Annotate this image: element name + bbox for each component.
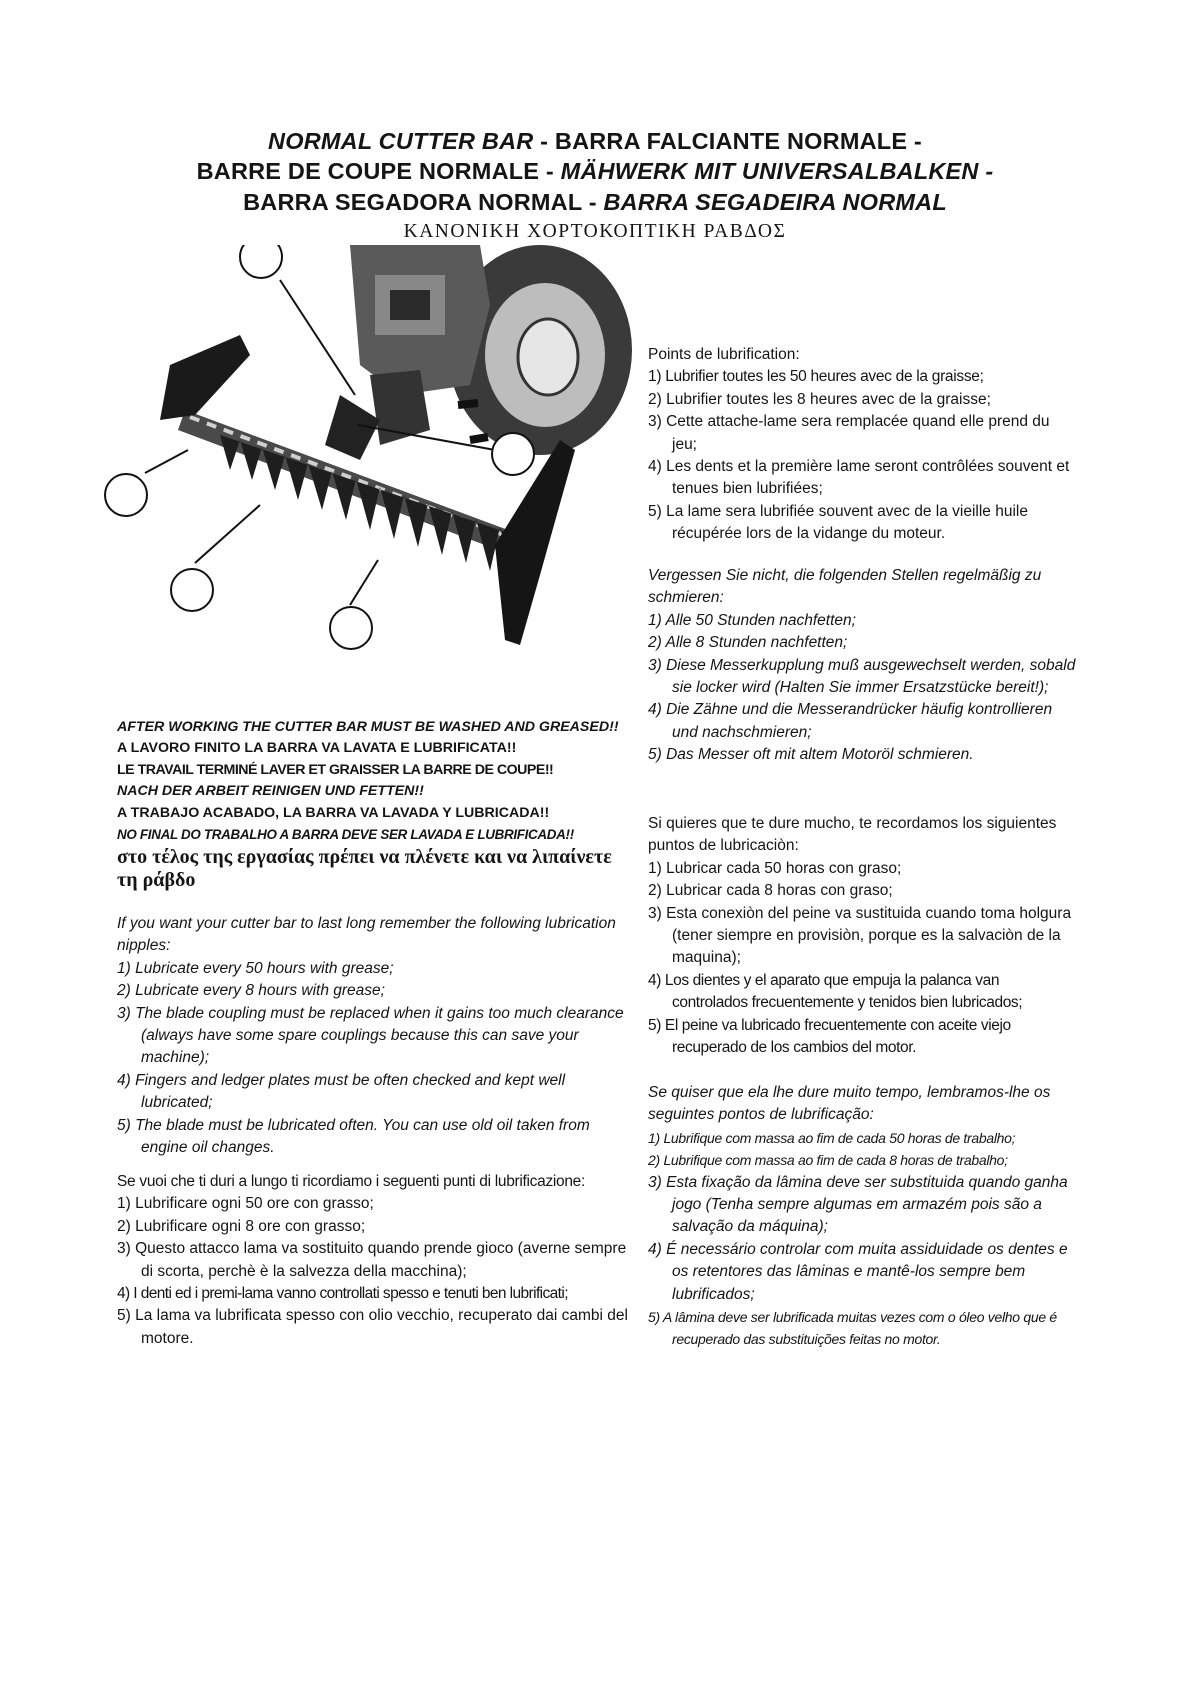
portuguese-section [648,1082,1078,1351]
english-section [117,913,631,1159]
list-item: 3) The blade coupling must be replaced when it gains too much clearance (always have some spare couplings because this can save your machine); [117,1004,624,1067]
warning-it: A LAVORO FINITO LA BARRA VA LAVATA E LUBRIFICATA!! [117,740,517,757]
list-item: 5) La lame sera lubrifiée souvent avec de la vieille huile récupérée lors de la vidange du moteur. [648,502,1028,543]
list-item: 5) The blade must be lubricated often. You can use old oil taken from engine oil changes. [117,1116,590,1157]
french-intro: Points de lubrification: [648,346,800,363]
title-greek: ΚΑΝΟΝΙΚΗ ΧΟΡΤΟΚΟΠΤΙΚΗ ΡΑΒΔΟΣ [403,221,787,242]
english-intro: If you want your cutter bar to last long remember the following lubrication nipples: [117,915,616,955]
list-item: 4) Los dientes y el aparato que empuja la palanca van controlados frecuentemente y tenidos bien lubricados; [648,971,1023,1012]
warning-pt: NO FINAL DO TRABALHO A BARRA DEVE SER LAVADA E LUBRIFICADA!! [117,827,574,843]
list-item: 3) Esta conexiòn del peine va sustituida cuando toma holgura (tener siempre en provisiòn, porque es la salvaciòn de la maquina); [648,904,1072,967]
list-item: 3) Questo attacco lama va sostituito quando prende gioco (averne sempre di scorta, perchè è la salvezza della macchina); [117,1240,627,1280]
list-item: 4) I denti ed i premi-lama vanno controllati spesso e tenuti ben lubrificati; [117,1285,568,1303]
spanish-intro: Si quieres que te dure mucho, te recordamos los siguientes puntos de lubricaciòn: [648,815,1057,855]
list-item: 5) Das Messer oft mit altem Motoröl schmieren. [648,746,974,764]
list-item: 5) La lama va lubrificata spesso con olio vecchio, recuperato dai cambi del motore. [117,1307,628,1347]
list-item: 2) Lubrifique com massa ao fim de cada 8 horas de trabalho; [648,1152,1008,1169]
list-item: 2) Lubricate every 8 hours with grease; [117,982,385,1000]
list-item: 2) Lubrificare ogni 8 ore con grasso; [117,1217,366,1235]
title-line-3: BARRA SEGADORA NORMAL - BARRA SEGADEIRA NORMAL [243,189,947,215]
french-section [648,344,1078,546]
italian-section [117,1171,631,1350]
german-intro: Vergessen Sie nicht, die folgenden Stellen regelmäßig zu schmieren: [648,567,1042,607]
list-item: 1) Lubrificare ogni 50 ore con grasso; [117,1195,374,1213]
list-item: 1) Lubrifique com massa ao fim de cada 50 horas de trabalho; [648,1129,1016,1146]
warning-block [117,717,631,892]
list-item: 5) A lâmina deve ser lubrificada muitas vezes com o óleo velho que é recuperado das substituições feitas no motor. [648,1309,1057,1348]
warning-es: A TRABAJO ACABADO, LA BARRA VA LAVADA Y LUBRICADA!! [117,804,550,821]
list-item: 1) Alle 50 Stunden nachfetten; [648,611,856,629]
list-item: 1) Lubricar cada 50 horas con graso; [648,859,902,877]
list-item: 3) Cette attache-lame sera remplacée quand elle prend du jeu; [648,413,1050,453]
portuguese-intro: Se quiser que ela lhe dure muito tempo, lembramos-lhe os seguintes pontos de lubrificação: [648,1084,1051,1124]
warning-el: στο τέλος της εργασίας πρέπει να πλένετε και να λιπαίνετε τη ράβδο [117,846,612,892]
list-item: 5) El peine va lubricado frecuentemente con aceite viejo recuperado de los cambios del motor. [648,1016,1011,1057]
list-item: 2) Lubrifier toutes les 8 heures avec de la graisse; [648,390,991,408]
spanish-section [648,813,1078,1059]
list-item: 2) Lubricar cada 8 horas con graso; [648,882,893,900]
cutter-bar-illustration [100,245,660,715]
title-line-2: BARRE DE COUPE NORMALE - MÄHWERK MIT UNIVERSALBALKEN - [196,158,994,184]
list-item: 4) Les dents et la première lame seront contrôlées souvent et tenues bien lubrifiées; [648,458,1070,498]
list-item: 1) Lubricate every 50 hours with grease; [117,959,394,977]
italian-intro: Se vuoi che ti duri a lungo ti ricordiamo i seguenti punti di lubrificazione: [117,1173,586,1190]
list-item: 4) É necessário controlar com muita assiduidade os dentes e os retentores das lâminas e mantê-los sempre bem lubrificados; [648,1240,1068,1303]
list-item: 3) Esta fixação da lâmina deve ser substituida quando ganha jogo (Tenha sempre algumas em armazém pois são a salvação da máquina); [648,1173,1068,1236]
warning-fr: LE TRAVAIL TERMINÉ LAVER ET GRAISSER LA BARRE DE COUPE!! [117,761,554,778]
list-item: 1) Lubrifier toutes les 50 heures avec de la graisse; [648,368,984,386]
warning-de: NACH DER ARBEIT REINIGEN UND FETTEN!! [117,783,424,800]
german-section [648,565,1078,767]
list-item: 3) Diese Messerkupplung muß ausgewechselt werden, sobald sie locker wird (Halten Sie immer Ersatzstücke bereit!); [648,656,1076,697]
left-shoe [160,335,250,420]
list-item: 4) Fingers and ledger plates must be often checked and kept well lubricated; [117,1071,566,1112]
list-item: 4) Die Zähne und die Messerandrücker häufig kontrollieren und nachschmieren; [648,701,1053,741]
title-line-1: NORMAL CUTTER BAR - BARRA FALCIANTE NORMALE - [268,128,922,154]
warning-en: AFTER WORKING THE CUTTER BAR MUST BE WASHED AND GREASED!! [117,719,619,735]
tractor-body [325,245,490,460]
list-item: 2) Alle 8 Stunden nachfetten; [648,634,848,652]
